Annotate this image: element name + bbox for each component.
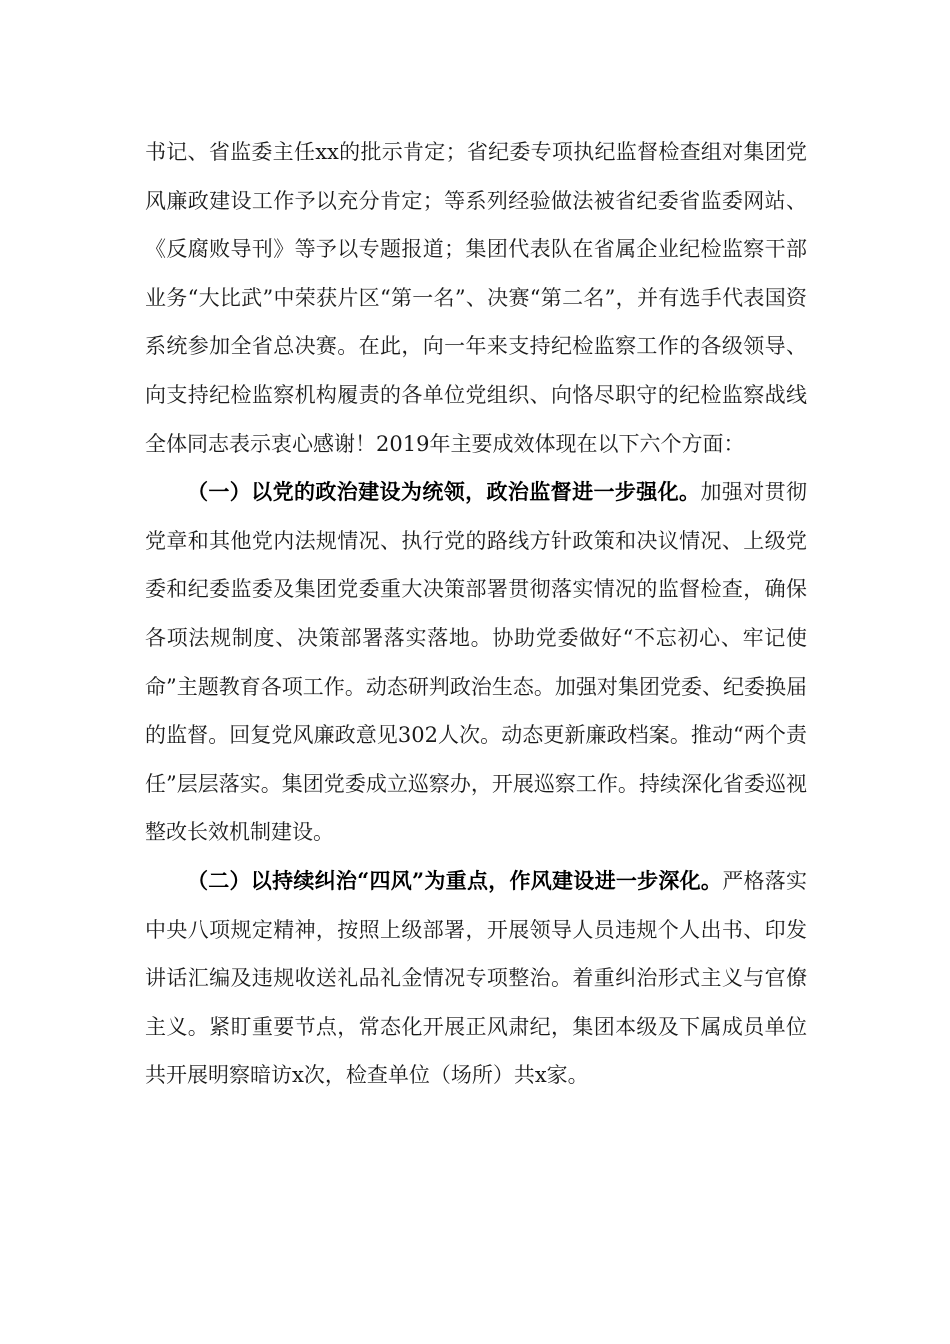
paragraph-section-1 bbox=[145, 468, 807, 857]
section-heading: （二）以持续纠治“四风”为重点，作风建设进一步深化。 bbox=[187, 867, 723, 893]
paragraph-text: 书记、省监委主任xx的批示肯定；省纪委专项执纪监督检查组对集团党风廉政建设工作予以充分肯定；等系列经验做法被省纪委省监委网站、《反腐败导刊》等予以专题报道；集团代表队在省属企业纪检监察干部业务“大比武”中荣获片区“第一名”、决赛“第二名”，并有选手代表国资系统参加全省总决赛。在此，向一年来支持纪检监察工作的各级领导、向支持纪检监察机构履责的各单位党组织、向恪尽职守的纪检监察战线全体同志表示衷心感谢！2019年主要成效体现在以下六个方面： bbox=[145, 140, 807, 456]
section-heading: （一）以党的政治建设为统领，政治监督进一步强化。 bbox=[187, 479, 701, 505]
paragraph-text: 严格落实中央八项规定精神，按照上级部署，开展领导人员违规个人出书、印发讲话汇编及违规收送礼品礼金情况专项整治。着重纠治形式主义与官僚主义。紧盯重要节点，常态化开展正风肃纪，集团本级及下属成员单位共开展明察暗访x次，检查单位（场所）共x家。 bbox=[145, 868, 808, 1088]
paragraph-continuation bbox=[145, 128, 807, 468]
paragraph-section-2 bbox=[145, 857, 807, 1100]
paragraph-text: 加强对贯彻党章和其他党内法规情况、执行党的路线方针政策和决议情况、上级党委和纪委监委及集团党委重大决策部署贯彻落实情况的监督检查，确保各项法规制度、决策部署落实落地。协助党委做好“不忘初心、牢记使命”主题教育各项工作。动态研判政治生态。加强对集团党委、纪委换届的监督。回复党风廉政意见302人次。动态更新廉政档案。推动“两个责任”层层落实。集团党委成立巡察办，开展巡察工作。持续深化省委巡视整改长效机制建设。 bbox=[145, 480, 808, 845]
document-body bbox=[145, 128, 807, 1100]
